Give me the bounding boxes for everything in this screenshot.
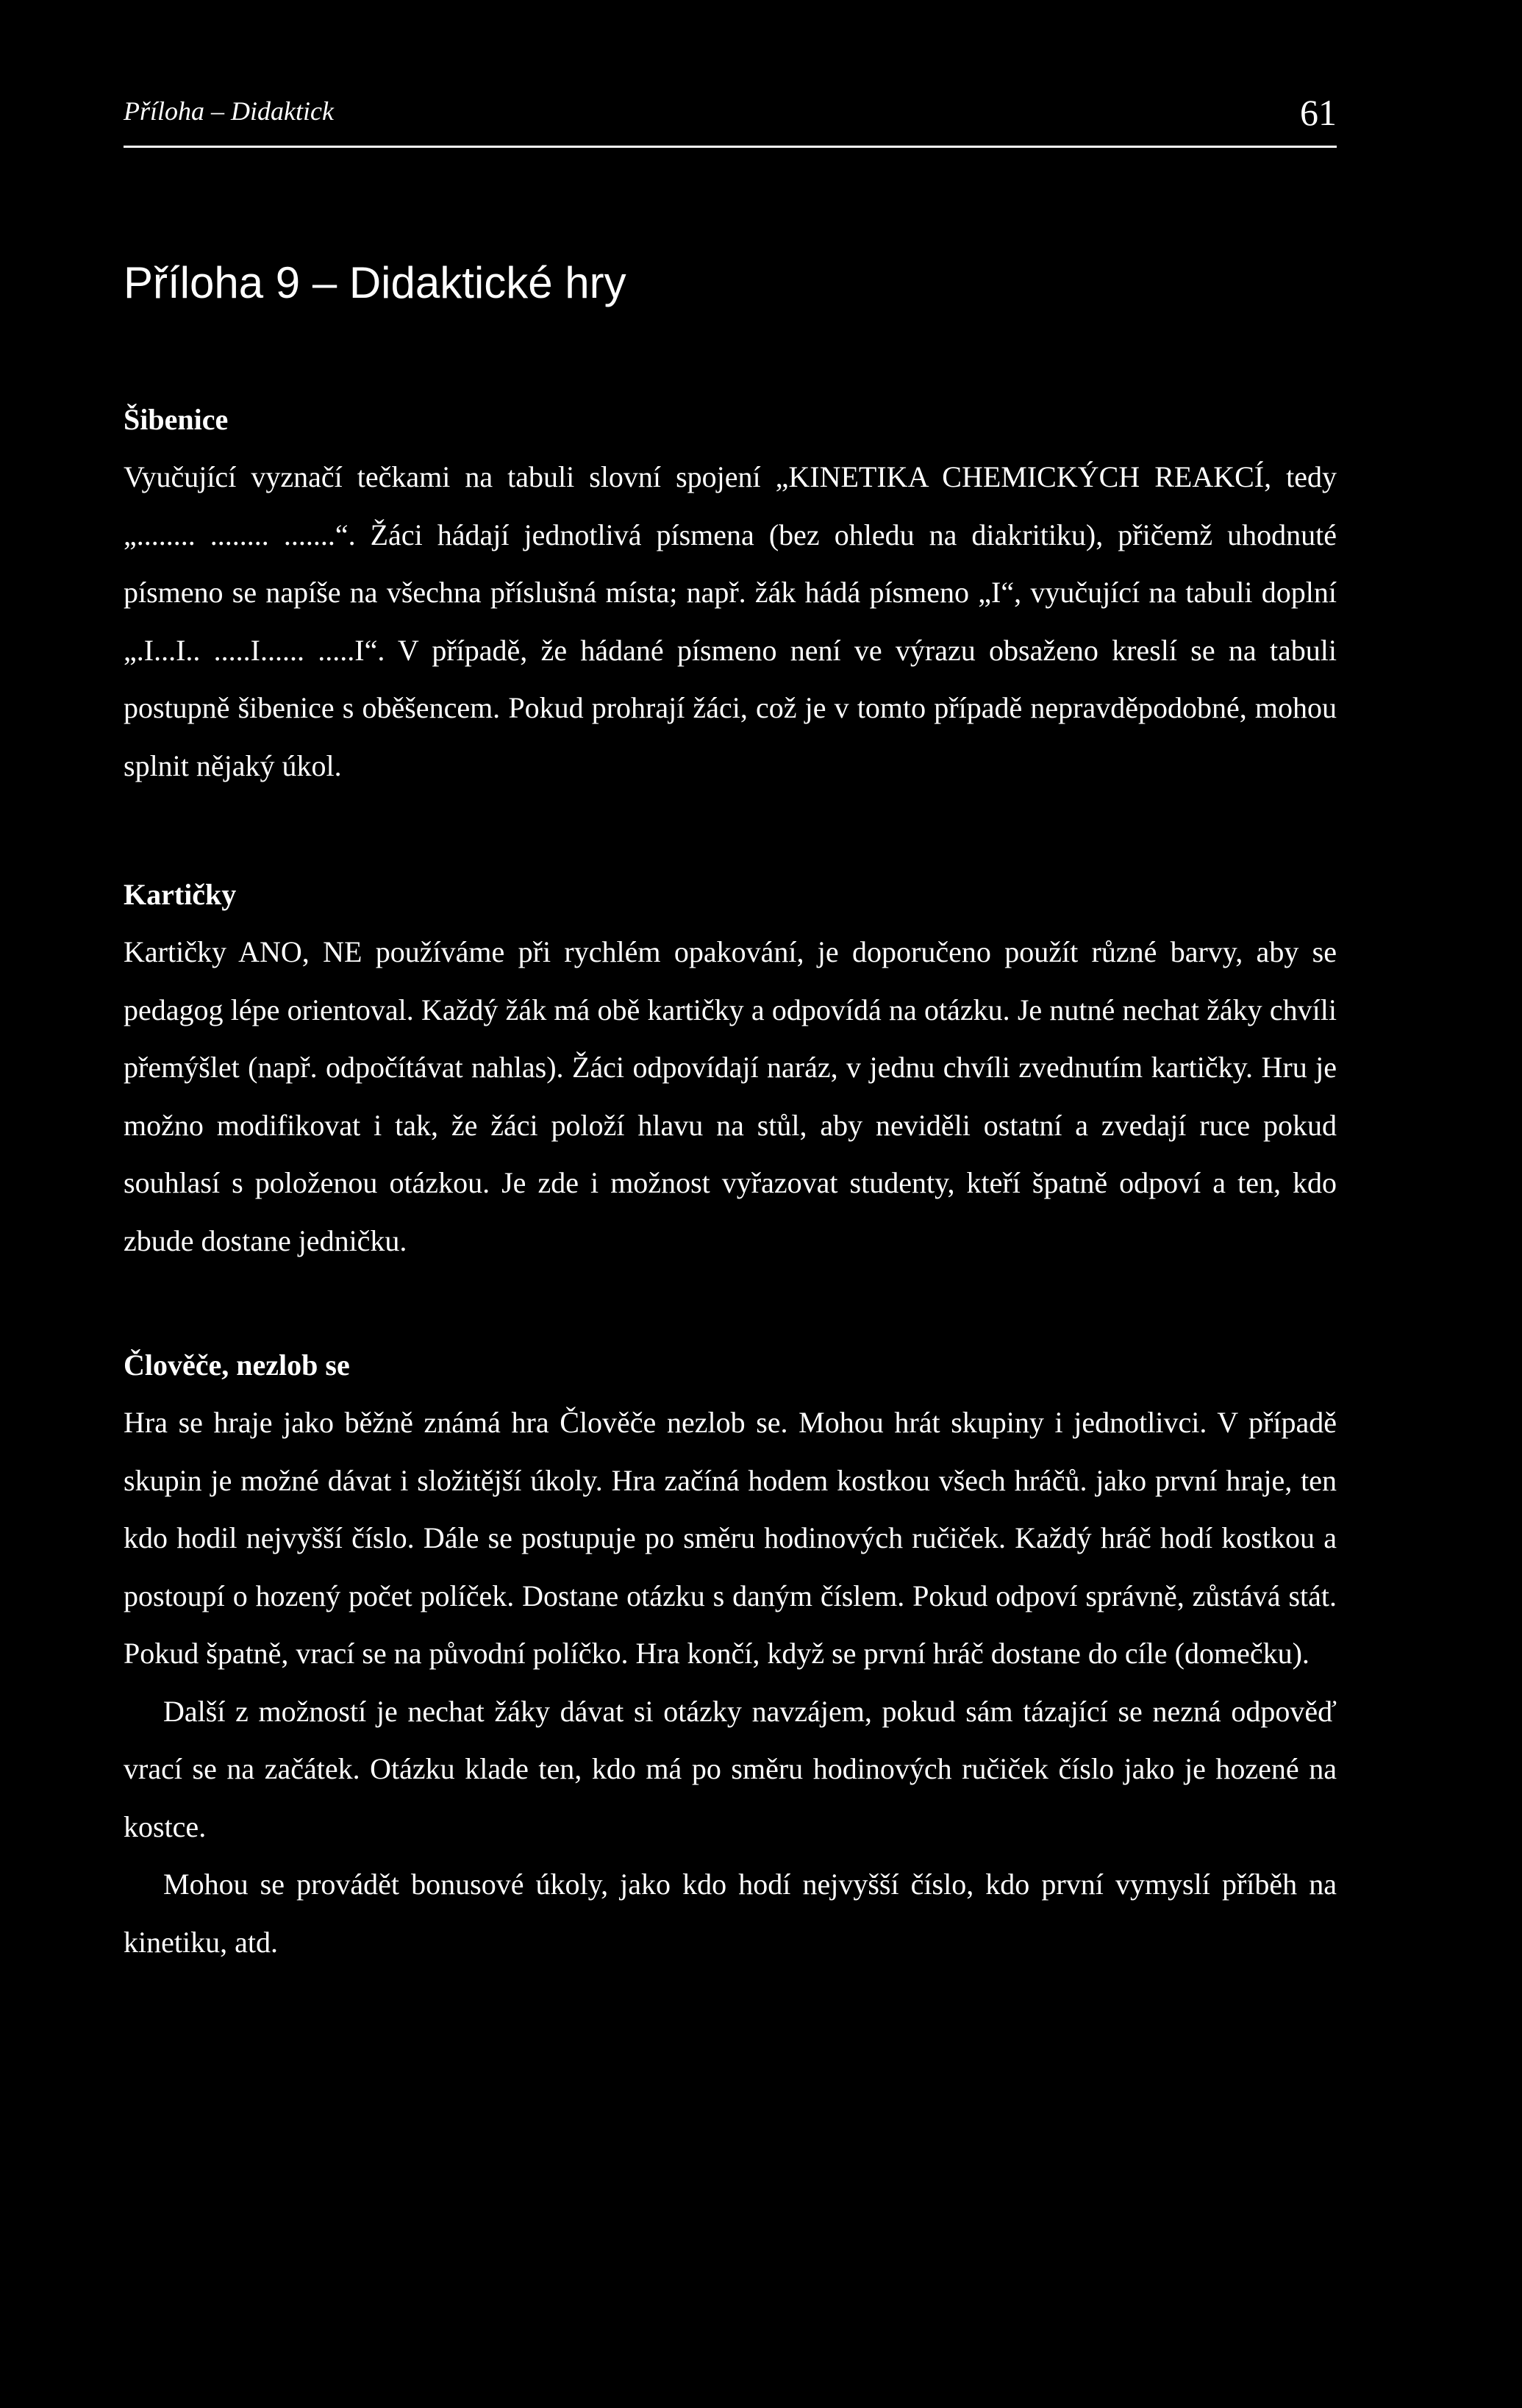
header-running-title: Příloha – Didaktick (124, 96, 334, 126)
page-number: 61 (1300, 92, 1337, 133)
section-paragraph: Další z možností je nechat žáky dávat si otázky navzájem, pokud sám tázající se nezná odpověď vrací se na začátek. Otázku klade ten, kdo má po směru hodinových ručiček číslo jako je hozené na kostce. (124, 1694, 1337, 1843)
section-karticky (124, 866, 1337, 1270)
section-paragraph: Hra se hraje jako běžně známá hra Člověče nezlob se. Mohou hrát skupiny i jednotlivci. V případě skupin je možné dávat i složitější úkoly. Hra začíná hodem kostkou všech hráčů. jako první hraje, ten kdo hodil nejvyšší číslo. Dále se postupuje po směru hodinových ručiček. Každý hráč hodí kostkou a postoupí o hozený počet políček. Dostane otázku s daným číslem. Pokud odpoví správně, zůstává stát. Pokud špatně, vrací se na původní políčko. Hra končí, když se první hráč dostane do cíle (domečku). (124, 1406, 1337, 1670)
page-title: Příloha 9 – Didaktické hry (124, 258, 626, 307)
document-page (124, 0, 1337, 2408)
section-heading: Šibenice (124, 403, 229, 436)
section-paragraph: Vyučující vyznačí tečkami na tabuli slovní spojení „KINETIKA CHEMICKÝCH REAKCÍ, tedy „........ ........ .......“. Žáci hádají jednotlivá písmena (bez ohledu na diakritiku), přičemž uhodnuté písmeno se napíše na všechna příslušná místa; např. žák hádá písmeno „I“, vyučující na tabuli doplní „.I...I.. .....I...... .....I“. V případě, že hádané písmeno není ve výrazu obsaženo kreslí se na tabuli postupně šibenice s oběšencem. Pokud prohrají žáci, což je v tomto případě nepravděpodobné, mohou splnit nějaký úkol. (124, 460, 1337, 782)
section-paragraph: Kartičky ANO, NE používáme při rychlém opakování, je doporučeno použít různé barvy, aby se pedagog lépe orientoval. Každý žák má obě kartičky a odpovídá na otázku. Je nutné nechat žáky chvíli přemýšlet (např. odpočítávat nahlas). Žáci odpovídají naráz, v jednu chvíli zvednutím kartičky. Hru je možno modifikovat i tak, že žáci položí hlavu na stůl, aby neviděli ostatní a zvedají ruce pokud souhlasí s položenou otázkou. Je zde i možnost vyřazovat studenty, kteří špatně odpoví a ten, kdo zbude dostane jedničku. (124, 935, 1337, 1257)
page-header (124, 87, 1337, 148)
section-sibenice (124, 391, 1337, 795)
section-paragraph: Mohou se provádět bonusové úkoly, jako kdo hodí nejvyšší číslo, kdo první vymyslí příběh na kinetiku, atd. (124, 1868, 1337, 1959)
section-heading: Kartičky (124, 878, 237, 911)
section-heading: Člověče, nezlob se (124, 1348, 350, 1382)
section-clovece-nezlob-se (124, 1337, 1337, 1971)
